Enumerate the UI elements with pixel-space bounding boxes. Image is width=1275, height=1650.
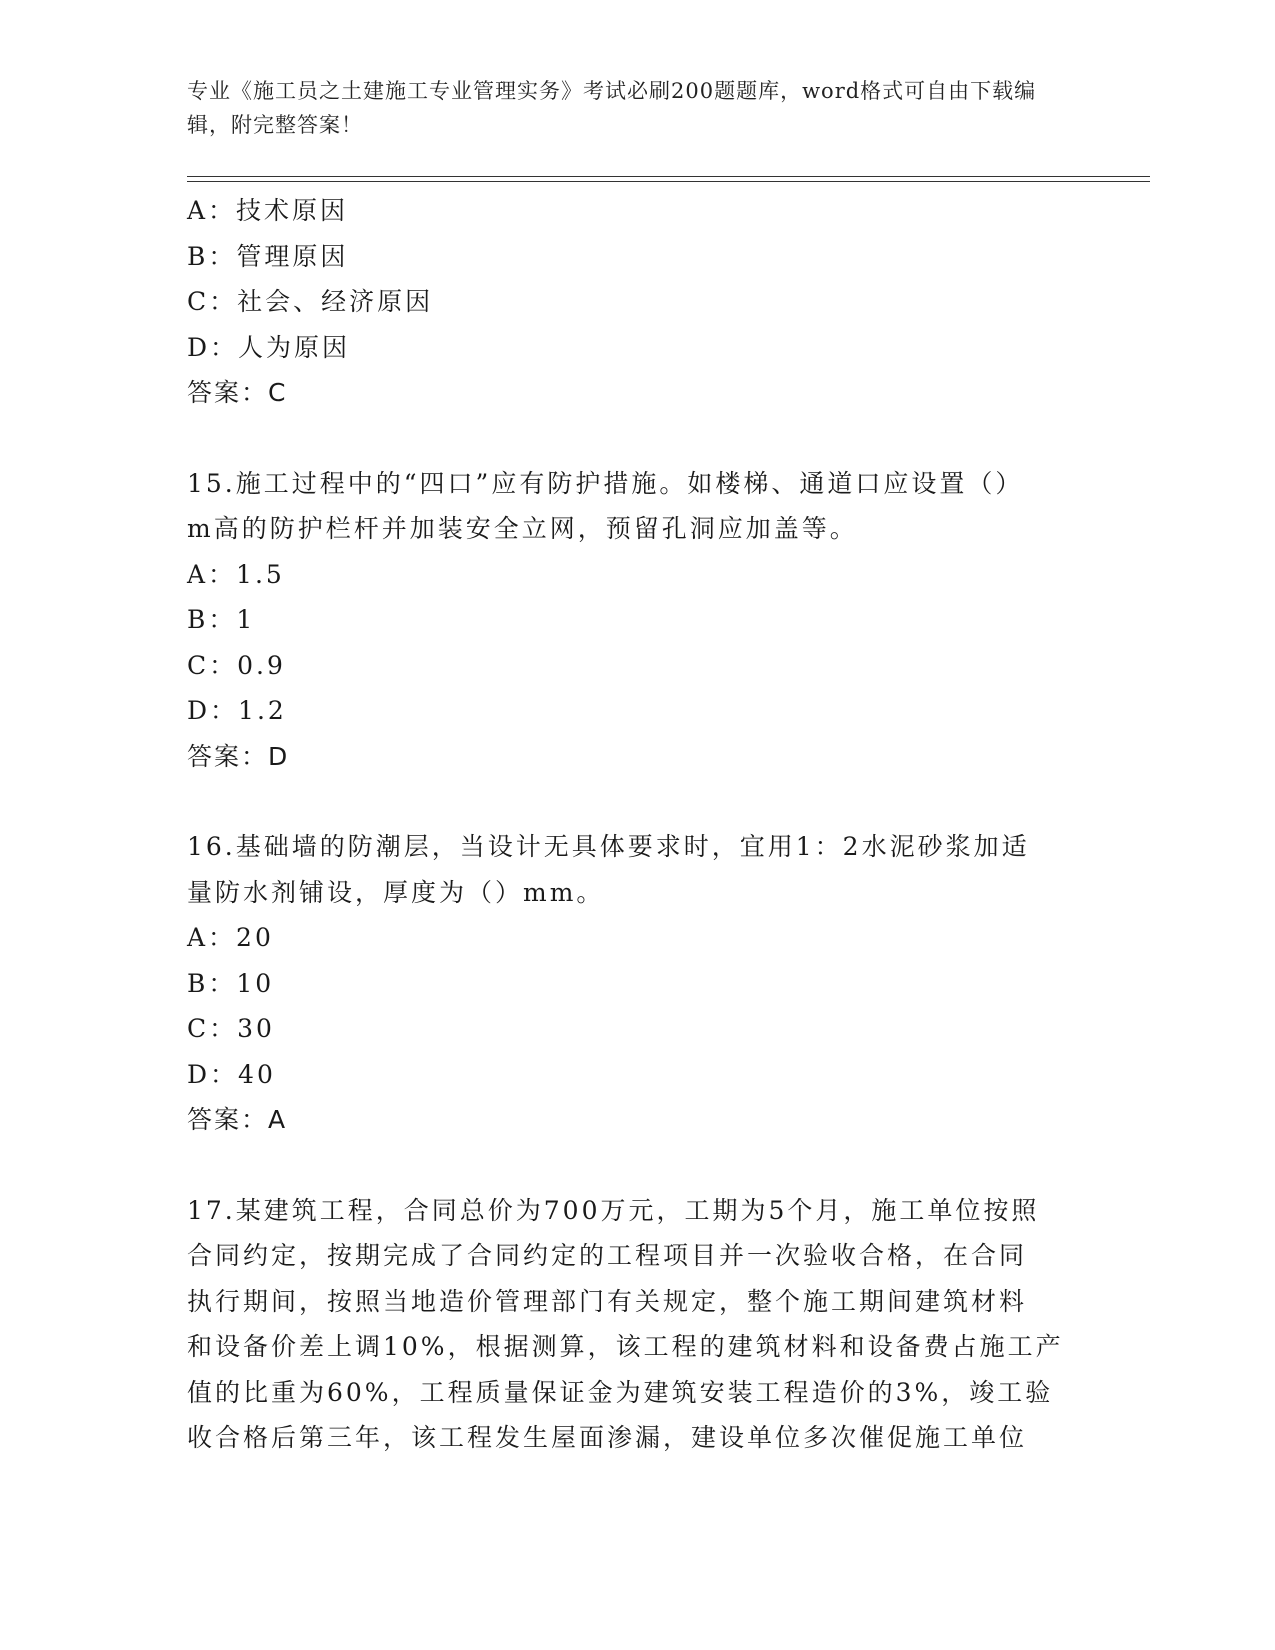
question-16 bbox=[187, 824, 1087, 1143]
option-b: B：管理原因 bbox=[187, 241, 349, 271]
option-b: B：1 bbox=[187, 605, 256, 634]
option-d: D：人为原因 bbox=[187, 332, 351, 362]
answer-line: 答案：C bbox=[187, 378, 288, 407]
question-text-line: 16.基础墙的防潮层，当设计无具体要求时，宜用1：2水泥砂浆加适 bbox=[187, 832, 1030, 861]
header-divider-bottom bbox=[187, 181, 1150, 182]
question-text-line: 收合格后第三年，该工程发生屋面渗漏，建设单位多次催促施工单位 bbox=[187, 1423, 1028, 1452]
option-a: A：1.5 bbox=[187, 559, 285, 589]
option-c: C：社会、经济原因 bbox=[187, 287, 434, 316]
header-divider-top bbox=[187, 176, 1150, 177]
document-body bbox=[187, 188, 1087, 1461]
option-c: C：0.9 bbox=[187, 650, 286, 680]
question-text-line: 量防水剂铺设，厚度为（）mm。 bbox=[187, 877, 605, 907]
question-15 bbox=[187, 461, 1087, 780]
answer-line: 答案：A bbox=[187, 1105, 288, 1134]
question-text-line: 合同约定，按期完成了合同约定的工程项目并一次验收合格，在合同 bbox=[187, 1241, 1028, 1270]
question-text-line: 执行期间，按照当地造价管理部门有关规定，整个施工期间建筑材料 bbox=[187, 1286, 1028, 1316]
option-a: A：20 bbox=[187, 923, 274, 952]
question-text-line: m高的防护栏杆并加装安全立网，预留孔洞应加盖等。 bbox=[187, 514, 858, 543]
question-text-line: 17.某建筑工程，合同总价为700万元，工期为5个月，施工单位按照 bbox=[187, 1195, 1040, 1225]
answer-line: 答案：D bbox=[187, 741, 290, 771]
question-text-line: 值的比重为60%，工程质量保证金为建筑安装工程造价的3%，竣工验 bbox=[187, 1377, 1054, 1407]
option-a: A：技术原因 bbox=[187, 196, 349, 225]
option-b: B：10 bbox=[187, 968, 275, 998]
question-14-continuation bbox=[187, 188, 1087, 416]
question-text-line: 和设备价差上调10%，根据测算，该工程的建筑材料和设备费占施工产 bbox=[187, 1332, 1064, 1361]
option-d: D：1.2 bbox=[187, 696, 287, 725]
option-c: C：30 bbox=[187, 1014, 275, 1043]
option-d: D：40 bbox=[187, 1059, 276, 1089]
document-header: 专业《施工员之土建施工专业管理实务》考试必刷200题题库，word格式可自由下载编辑，附完整答案！ bbox=[187, 79, 1037, 137]
question-17 bbox=[187, 1188, 1087, 1461]
question-text-line: 15.施工过程中的“四口”应有防护措施。如楼梯、通道口应设置（） bbox=[187, 468, 1024, 498]
